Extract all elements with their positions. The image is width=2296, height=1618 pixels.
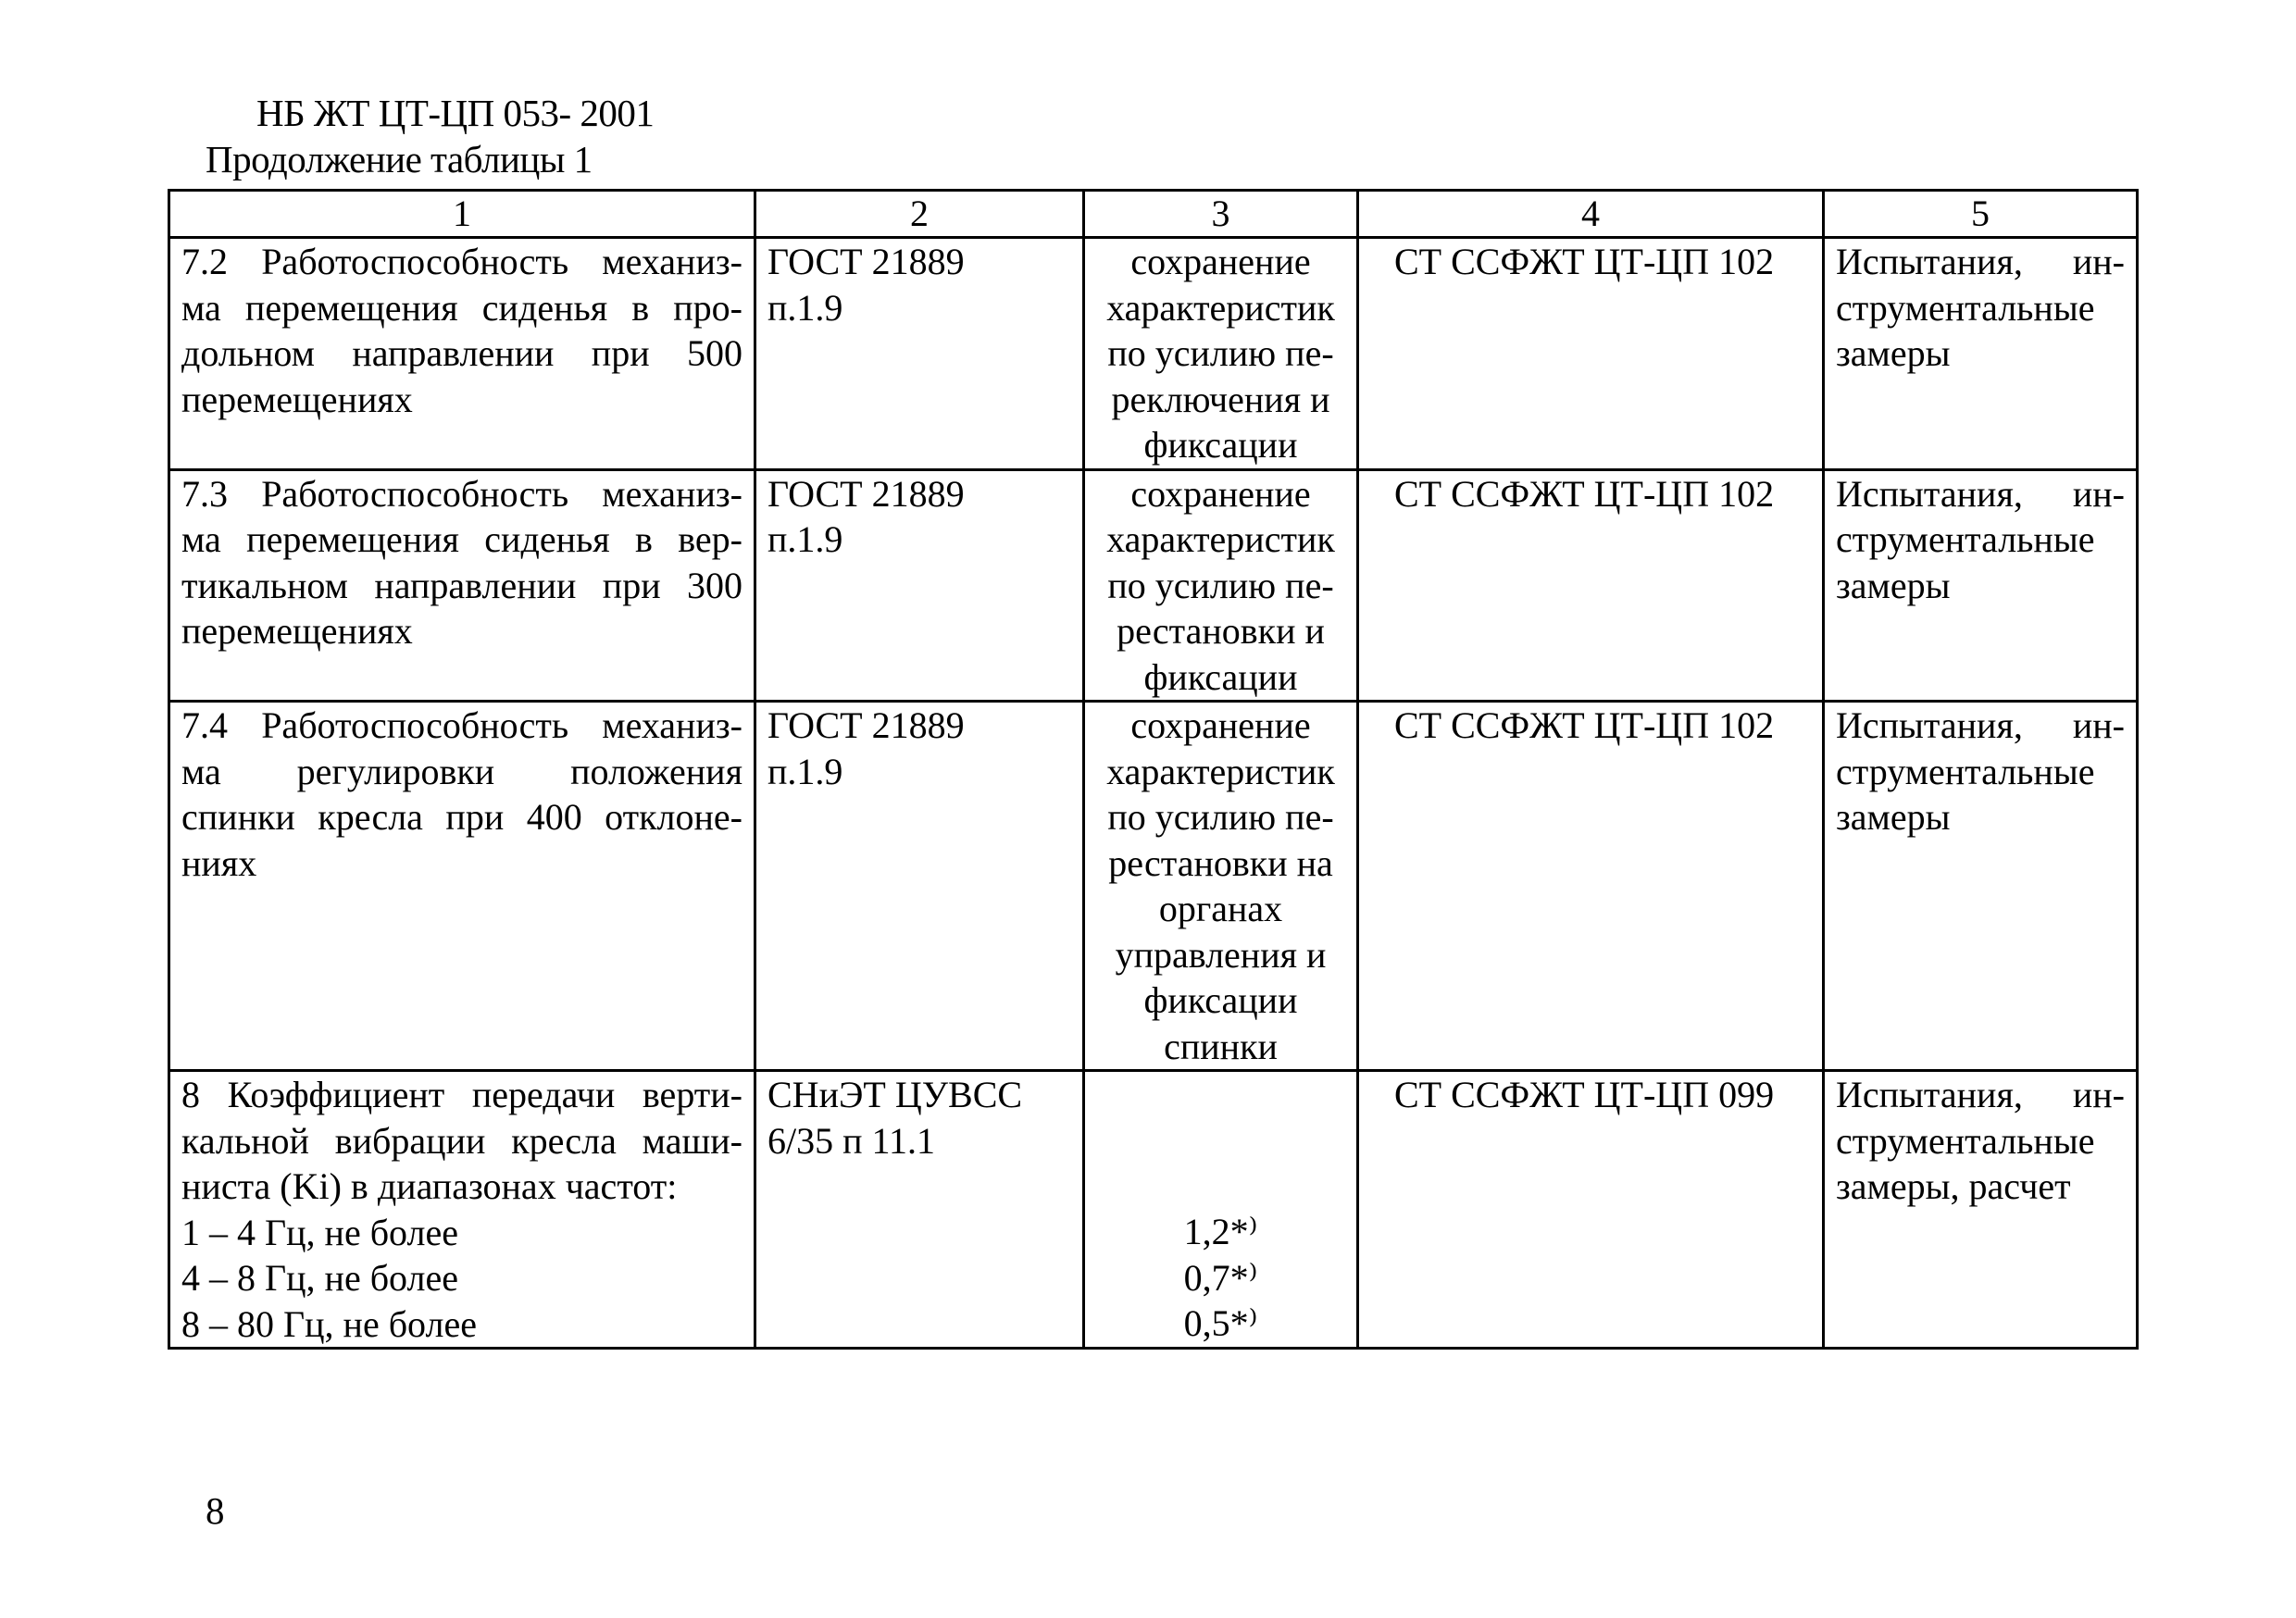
text-line: 7.3 Работоспособность механиз- <box>181 472 742 515</box>
normative-document-cell <box>755 702 1084 1071</box>
text-line: по усилию пе- <box>1107 564 1334 606</box>
document-code: НБ ЖТ ЦТ-ЦП 053- 2001 <box>256 92 655 134</box>
normative-document-cell <box>755 1071 1084 1349</box>
norm-value-cell <box>1084 469 1358 702</box>
test-method-cell <box>1358 469 1824 702</box>
text-line: 1 – 4 Гц, не более <box>181 1211 458 1253</box>
text-line: перемещениях <box>181 610 413 652</box>
test-method-cell <box>1358 238 1824 470</box>
text-line: 8 Коэффициент передачи верти- <box>181 1074 742 1115</box>
text-line: дольном направлении при 500 <box>181 332 742 374</box>
column-header-5: 5 <box>1824 191 2138 238</box>
text-line: характеристик <box>1106 518 1335 560</box>
coefficient-value: 0,7*⁾ <box>1183 1256 1258 1299</box>
text-line: рестановки на <box>1108 841 1333 884</box>
text-line: ГОСТ 21889 <box>767 704 965 746</box>
normative-document-cell <box>755 469 1084 702</box>
column-header-2: 2 <box>755 191 1084 238</box>
text-line: сохранение <box>1130 241 1311 282</box>
text-line: СНиЭТ ЦУВСС <box>767 1074 1023 1115</box>
text-line: перемещениях <box>181 378 413 420</box>
text-line: п.1.9 <box>767 286 843 329</box>
text-line: Испытания, ин- <box>1836 241 2125 282</box>
cell-spacer <box>1096 1072 1345 1209</box>
text-line: характеристик <box>1106 286 1335 329</box>
text-line: п.1.9 <box>767 518 843 560</box>
page-number: 8 <box>206 1489 225 1532</box>
requirement-cell <box>169 238 755 470</box>
text-line: ма регулировки положения <box>181 750 742 792</box>
table-header-row <box>169 191 2138 238</box>
text-line: ниста (Ki) в диапазонах частот: <box>181 1165 678 1207</box>
text-line: СТ ССФЖТ ЦТ-ЦП 102 <box>1394 241 1775 282</box>
text-line: замеры <box>1836 796 1951 838</box>
control-method-cell <box>1824 238 2138 470</box>
control-method-cell <box>1824 702 2138 1071</box>
text-line: СТ ССФЖТ ЦТ-ЦП 102 <box>1394 472 1775 515</box>
text-line: ма перемещения сиденья в про- <box>181 286 742 329</box>
text-line: сохранение <box>1130 472 1311 515</box>
text-line: ма перемещения сиденья в вер- <box>181 518 742 560</box>
text-line: фиксации <box>1143 424 1298 466</box>
test-method-cell <box>1358 1071 1824 1349</box>
text-line: по усилию пе- <box>1107 332 1334 374</box>
coefficient-value: 1,2*⁾ <box>1183 1211 1258 1252</box>
text-line: 8 – 80 Гц, не более <box>181 1302 477 1345</box>
text-line: Испытания, ин- <box>1836 1074 2125 1115</box>
control-method-cell <box>1824 469 2138 702</box>
text-line: рестановки и <box>1117 610 1325 652</box>
text-line: ГОСТ 21889 <box>767 241 965 282</box>
requirement-cell <box>169 469 755 702</box>
text-line: струментальные <box>1836 750 2095 792</box>
requirement-cell <box>169 1071 755 1349</box>
text-line: Испытания, ин- <box>1836 472 2125 515</box>
coefficient-value: 0,5*⁾ <box>1183 1302 1258 1344</box>
text-line: фиксации <box>1143 655 1298 698</box>
text-line: фиксации <box>1143 979 1298 1021</box>
text-line: СТ ССФЖТ ЦТ-ЦП 102 <box>1394 704 1775 746</box>
requirement-cell <box>169 702 755 1071</box>
norm-value-cell <box>1084 1071 1358 1349</box>
text-line: управления и <box>1115 933 1327 976</box>
requirements-table <box>168 189 2139 1350</box>
control-method-cell <box>1824 1071 2138 1349</box>
text-line: замеры <box>1836 332 1951 374</box>
text-line: ГОСТ 21889 <box>767 472 965 515</box>
text-line: органах <box>1158 888 1283 929</box>
text-line: спинки <box>1164 1025 1278 1067</box>
table-row <box>169 469 2138 702</box>
text-line: Испытания, ин- <box>1836 704 2125 746</box>
normative-document-cell <box>755 238 1084 470</box>
table-row <box>169 238 2138 470</box>
table-continuation-title: Продолжение таблицы 1 <box>206 138 593 180</box>
norm-value-cell <box>1084 238 1358 470</box>
text-line: 7.2 Работоспособность механиз- <box>181 241 742 282</box>
text-line: замеры, расчет <box>1836 1165 2071 1207</box>
text-line: реключения и <box>1111 378 1330 420</box>
column-header-1: 1 <box>169 191 755 238</box>
test-method-cell <box>1358 702 1824 1071</box>
table-row <box>169 1071 2138 1349</box>
text-line: сохранение <box>1130 704 1311 746</box>
text-line: спинки кресла при 400 отклоне- <box>181 796 742 838</box>
text-line: тикальном направлении при 300 <box>181 564 742 606</box>
text-line: кальной вибрации кресла маши- <box>181 1119 742 1162</box>
text-line: струментальные <box>1836 286 2095 329</box>
text-line: струментальные <box>1836 1119 2095 1162</box>
norm-value-cell <box>1084 702 1358 1071</box>
text-line: по усилию пе- <box>1107 796 1334 838</box>
table-row <box>169 702 2138 1071</box>
text-line: ниях <box>181 841 257 884</box>
column-header-3: 3 <box>1084 191 1358 238</box>
text-line: 6/35 п 11.1 <box>767 1119 936 1162</box>
text-line: струментальные <box>1836 518 2095 560</box>
text-line: характеристик <box>1106 750 1335 792</box>
column-header-4: 4 <box>1358 191 1824 238</box>
text-line: СТ ССФЖТ ЦТ-ЦП 099 <box>1394 1074 1775 1115</box>
text-line: 7.4 Работоспособность механиз- <box>181 704 742 746</box>
text-line: 4 – 8 Гц, не более <box>181 1257 458 1299</box>
text-line: замеры <box>1836 564 1951 606</box>
text-line: п.1.9 <box>767 750 843 792</box>
